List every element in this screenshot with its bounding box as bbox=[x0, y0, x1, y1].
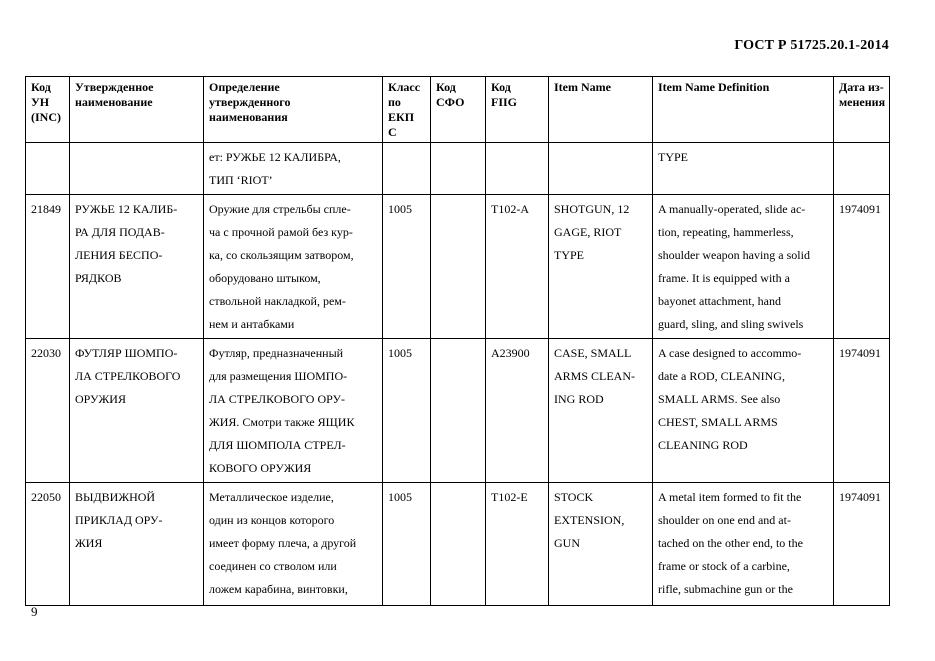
col-header-change-date: Дата из- менения bbox=[834, 77, 890, 143]
cell-change-date: 1974091 bbox=[834, 195, 890, 339]
cell-inc: 22050 bbox=[26, 483, 70, 606]
cell-item-name: CASE, SMALL ARMS CLEAN- ING ROD bbox=[549, 339, 653, 483]
table-row bbox=[26, 195, 890, 339]
col-header-inc: Код УН (INC) bbox=[26, 77, 70, 143]
cell-fiig bbox=[486, 143, 549, 195]
table-row bbox=[26, 483, 890, 606]
cell-item-name-definition: A metal item formed to fit the shoulder on one end and at- tached on the other end, to the frame or stock of a carbine, rifle, submachine gun or the bbox=[653, 483, 834, 606]
page-number: 9 bbox=[31, 604, 38, 619]
cell-change-date: 1974091 bbox=[834, 483, 890, 606]
cell-item-name-definition: TYPE bbox=[653, 143, 834, 195]
cell-sfo bbox=[431, 483, 486, 606]
cell-inc: 21849 bbox=[26, 195, 70, 339]
cell-fiig: T102-A bbox=[486, 195, 549, 339]
table-row bbox=[26, 339, 890, 483]
cell-definition: Металлическое изделие, один из концов которого имеет форму плеча, а другой соединен со стволом или ложем карабина, винтовки, bbox=[204, 483, 383, 606]
cell-class: 1005 bbox=[383, 195, 431, 339]
cell-class: 1005 bbox=[383, 483, 431, 606]
cell-definition: ет: РУЖЬЕ 12 КАЛИБРА, ТИП ‘RIOT’ bbox=[204, 143, 383, 195]
col-header-item-name: Item Name bbox=[549, 77, 653, 143]
cell-inc: 22030 bbox=[26, 339, 70, 483]
cell-definition: Футляр, предназначенный для размещения ШОМПО- ЛА СТРЕЛКОВОГО ОРУ- ЖИЯ. Смотри также ЯЩИК ДЛЯ ШОМПОЛА СТРЕЛ- КОВОГО ОРУЖИЯ bbox=[204, 339, 383, 483]
col-header-class: Класс по ЕКП С bbox=[383, 77, 431, 143]
nomenclature-table bbox=[25, 76, 890, 606]
col-header-sfo: Код СФО bbox=[431, 77, 486, 143]
cell-class: 1005 bbox=[383, 339, 431, 483]
cell-item-name-definition: A manually-operated, slide ac- tion, repeating, hammerless, shoulder weapon having a solid frame. It is equipped with a bayonet attachment, hand guard, sling, and sling swivels bbox=[653, 195, 834, 339]
cell-item-name: STOCK EXTENSION, GUN bbox=[549, 483, 653, 606]
cell-approved-name: ВЫДВИЖНОЙ ПРИКЛАД ОРУ- ЖИЯ bbox=[70, 483, 204, 606]
cell-item-name-definition: A case designed to accommo- date a ROD, CLEANING, SMALL ARMS. See also CHEST, SMALL ARMS CLEANING ROD bbox=[653, 339, 834, 483]
cell-approved-name bbox=[70, 143, 204, 195]
cell-change-date: 1974091 bbox=[834, 339, 890, 483]
cell-change-date bbox=[834, 143, 890, 195]
col-header-item-name-definition: Item Name Definition bbox=[653, 77, 834, 143]
cell-inc bbox=[26, 143, 70, 195]
cell-fiig: T102-E bbox=[486, 483, 549, 606]
cell-class bbox=[383, 143, 431, 195]
table-header-row bbox=[26, 77, 890, 143]
cell-approved-name: ФУТЛЯР ШОМПО- ЛА СТРЕЛКОВОГО ОРУЖИЯ bbox=[70, 339, 204, 483]
cell-sfo bbox=[431, 339, 486, 483]
cell-sfo bbox=[431, 143, 486, 195]
col-header-definition: Определение утвержденного наименования bbox=[204, 77, 383, 143]
table-row bbox=[26, 143, 890, 195]
cell-approved-name: РУЖЬЕ 12 КАЛИБ- РА ДЛЯ ПОДАВ- ЛЕНИЯ БЕСПО- РЯДКОВ bbox=[70, 195, 204, 339]
cell-fiig: A23900 bbox=[486, 339, 549, 483]
cell-item-name bbox=[549, 143, 653, 195]
col-header-approved-name: Утвержденное наименование bbox=[70, 77, 204, 143]
col-header-fiig: Код FIIG bbox=[486, 77, 549, 143]
cell-definition: Оружие для стрельбы спле- ча с прочной рамой без кур- ка, со скользящим затвором, оборудовано штыком, ствольной накладкой, рем- нем и антабками bbox=[204, 195, 383, 339]
standard-designation: ГОСТ Р 51725.20.1-2014 bbox=[734, 38, 889, 53]
cell-sfo bbox=[431, 195, 486, 339]
cell-item-name: SHOTGUN, 12 GAGE, RIOT TYPE bbox=[549, 195, 653, 339]
